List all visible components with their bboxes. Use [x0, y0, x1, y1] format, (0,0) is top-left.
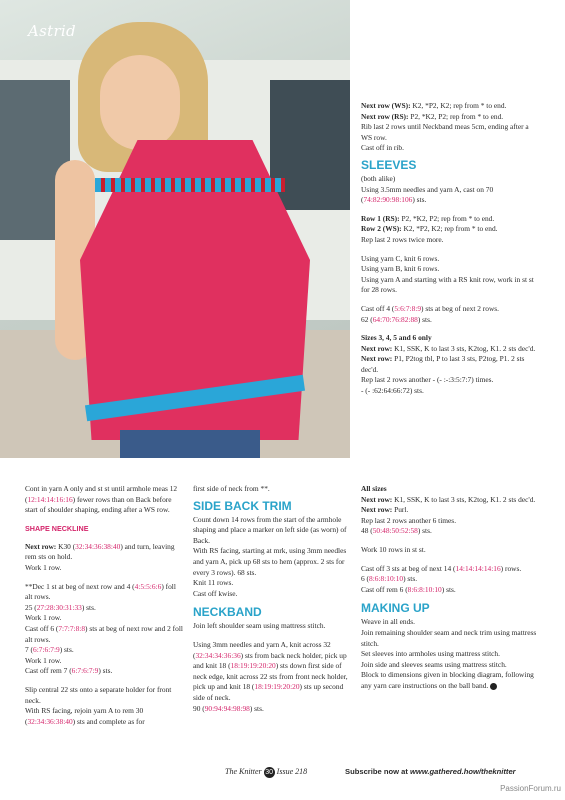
instruction: Cast off kwise.: [193, 588, 238, 598]
instruction: Using yarn A and starting with a RS knit row, work in st st for 28 rows.: [361, 274, 534, 295]
page-footer: [0, 767, 565, 781]
instruction: Using 3.5mm needles and yarn A, cast on 70 (74:82:90:98:106) sts.: [361, 184, 494, 205]
instruction: Cast off rem 7 (6:7:6:7:9) sts.: [25, 666, 113, 676]
instruction: Next row: P1, P2tog tbl, P to last 3 sts, P2tog, P1. 2 sts dec'd.: [361, 354, 525, 374]
instruction: Knit 11 rows.: [193, 578, 234, 588]
subheading-shape-neckline: SHAPE NECKLINE: [25, 523, 89, 533]
instruction: 7 (6:7:6:7:9) sts.: [25, 645, 74, 655]
instruction: Join side and sleeves seams using mattress stitch.: [361, 659, 507, 669]
pattern-column-2: [193, 484, 351, 722]
section-heading-side-back-trim: SIDE BACK TRIM: [193, 498, 292, 513]
pattern-column-1: [25, 484, 185, 735]
instruction: Row 2 (WS): K2, *P2, K2; rep from * to end.: [361, 224, 498, 234]
instruction: Next row: K1, SSK, K to last 3 sts, K2tog, K1. 2 sts dec'd.: [361, 343, 536, 353]
section-heading-making-up: MAKING UP: [361, 601, 430, 616]
instruction: Using yarn B, knit 6 rows.: [361, 264, 440, 274]
model-face: [100, 55, 180, 150]
instruction: Next row (RS): P2, *K2, P2; rep from * to end.: [361, 111, 504, 121]
instruction: With RS facing, rejoin yarn A to rem 30 (32:34:36:38:40) sts and complete as for: [25, 706, 145, 726]
section-heading-neckband: NECKBAND: [193, 605, 262, 620]
instruction: Cast off rem 6 (8:6:8:10:10) sts.: [361, 584, 456, 594]
instruction: Block to dimensions given in blocking diagram, following any yarn care instructions on the ball band.: [361, 670, 534, 690]
instruction: Using 3mm needles and yarn A, knit across 32 (32:34:34:36:36) sts from back neck holder, pick up and knit 18 (18:19:19:20:20) sts down first side of neck edge, knit across 22 sts from front neck holder, pick up and knit 18 (18:19:19:20:20) sts up second side of neck.: [193, 639, 348, 702]
sweater-stripe: [95, 178, 285, 192]
page-number: 30: [265, 769, 274, 776]
instruction: Rep last 2 rows another - (- :-:3:5:7:7) times.: [361, 375, 494, 385]
instruction: Cast off 4 (5:6:7:8:9) sts at beg of next 2 rows.: [361, 303, 500, 313]
instruction: Join left shoulder seam using mattress stitch.: [193, 621, 326, 631]
instruction: Row 1 (RS): P2, *K2, P2; rep from * to end.: [361, 213, 495, 223]
pattern-column-3: [361, 484, 541, 692]
instruction: Rep last 2 rows twice more.: [361, 234, 444, 244]
instruction: Set sleeves into armholes using mattress stitch.: [361, 649, 500, 659]
model-name: Astrid: [28, 22, 76, 40]
instruction: Work 1 row.: [25, 613, 62, 623]
model-photo: [0, 0, 350, 458]
instruction: Weave in all ends.: [361, 617, 415, 627]
instruction: 90 (90:94:94:98:98) sts.: [193, 703, 264, 713]
subscribe-link[interactable]: www.gathered.how/theknitter: [410, 767, 516, 776]
instruction: first side of neck from **.: [193, 484, 270, 493]
instruction: Work 1 row.: [25, 655, 62, 665]
instruction: Next row: Purl.: [361, 505, 409, 515]
instruction: Work 10 rows in st st.: [361, 544, 426, 554]
sizes-label: All sizes: [361, 484, 387, 493]
instruction: Cast off 6 (7:7:7:8:8) sts at beg of next row and 2 foll alt rows.: [25, 623, 183, 644]
sleeves-subheading: (both alike): [361, 173, 396, 183]
instruction: 6 (8:6:8:10:10) sts.: [361, 574, 418, 584]
watermark: PassionForum.ru: [500, 784, 561, 793]
model-jeans: [120, 430, 260, 458]
instruction: Cast off in rib.: [361, 143, 404, 153]
instruction: 25 (27:28:30:31:33) sts.: [25, 602, 96, 612]
instruction: Rib last 2 rows until Neckband meas 5cm, ending after a WS row.: [361, 122, 529, 142]
instruction: Next row: K1, SSK, K to last 3 sts, K2tog, K1. 2 sts dec'd.: [361, 494, 536, 504]
instruction: 62 (64:70:76:82:88) sts.: [361, 314, 432, 324]
instruction: Using yarn C, knit 6 rows.: [361, 253, 440, 263]
instruction: With RS facing, starting at mrk, using 3mm needles and yarn A, pick up 68 sts to hem (approx. 2 sts for every 3 rows). 68 sts.: [193, 546, 347, 577]
instruction: Next row (WS): K2, *P2, K2; rep from * to end.: [361, 101, 507, 110]
end-of-pattern-icon: [490, 683, 497, 690]
instruction: Count down 14 rows from the start of the armhole shaping and place a marker on left side (as worn) of Back.: [193, 514, 347, 545]
footer-subscribe: Subscribe now at www.gathered.how/theknitter: [345, 767, 516, 776]
sizes-label: Sizes 3, 4, 5 and 6 only: [361, 333, 432, 343]
instruction: Cont in yarn A only and st st until armhole meas 12 (12:14:14:16:16) fewer rows than on Back before start of shoulder shaping, ending after a WS row.: [25, 484, 178, 515]
instruction: **Dec 1 st at beg of next row and 4 (4:5:5:6:6) foll alt rows.: [25, 581, 176, 602]
instruction: Next row: K30 (32:34:36:38:40) and turn, leaving rem sts on hold.: [25, 541, 175, 562]
footer-magazine: The Knitter 30 Issue 218: [225, 767, 308, 776]
instruction: 48 (50:48:50:52:58) sts.: [361, 526, 432, 536]
instruction: Work 1 row.: [25, 562, 62, 572]
instruction: Join remaining shoulder seam and neck trim using mattress stitch.: [361, 627, 537, 648]
pattern-column-right-top: [361, 101, 541, 405]
section-heading-sleeves: SLEEVES: [361, 157, 417, 172]
instruction: Cast off 3 sts at beg of next 14 (14:14:14:14:16) rows.: [361, 563, 522, 573]
instruction: - (- :62:64:66:72) sts.: [361, 386, 424, 396]
instruction: Rep last 2 rows another 6 times.: [361, 515, 457, 525]
instruction: Slip central 22 sts onto a separate holder for front neck.: [25, 684, 172, 705]
